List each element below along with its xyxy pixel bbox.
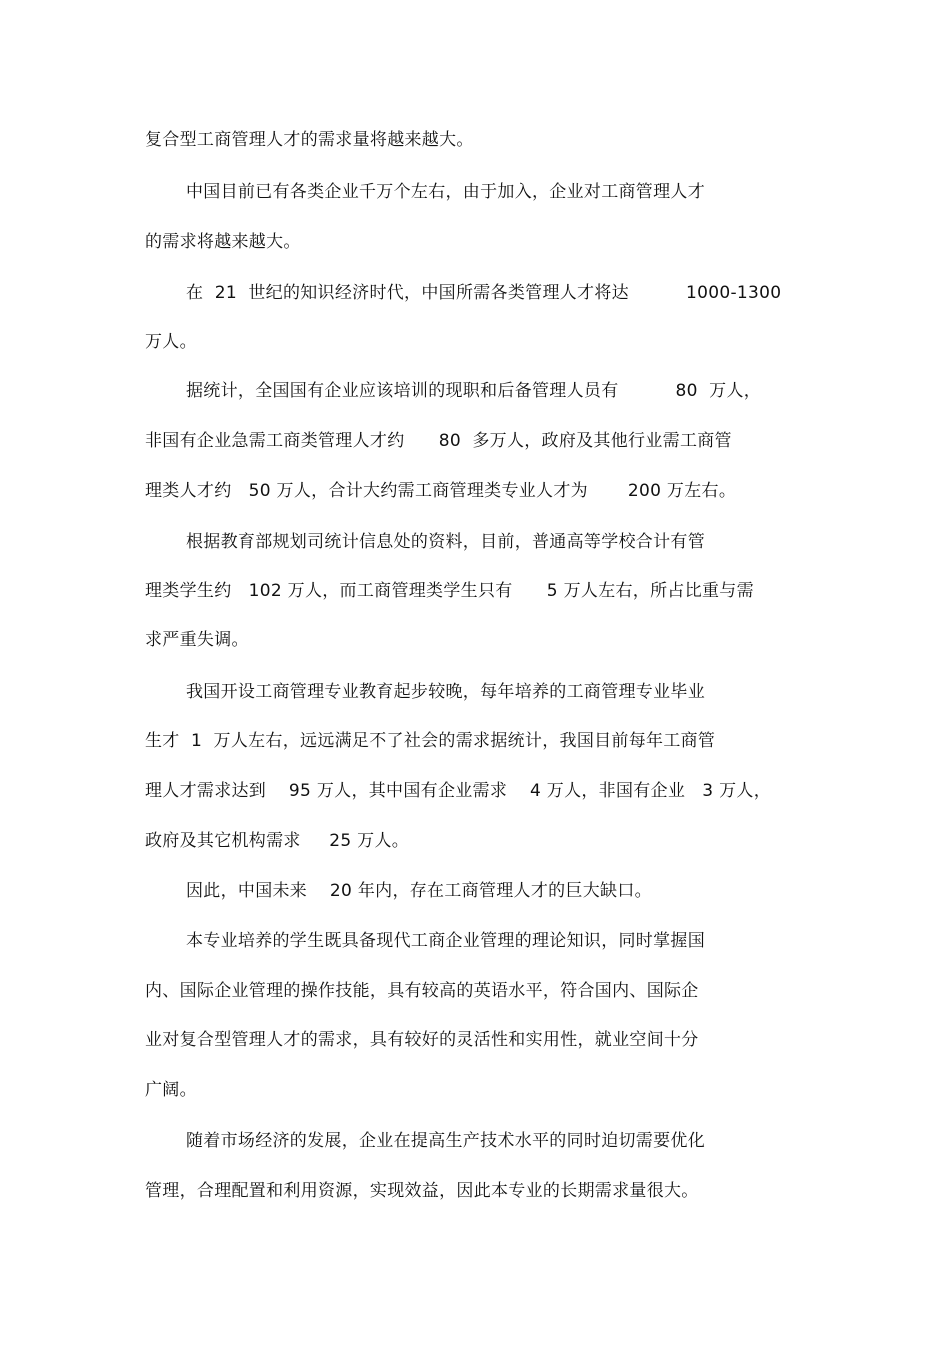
text-line: 万人。 (145, 332, 197, 352)
paragraph-first-line: 据统计，全国国有企业应该培训的现职和后备管理人员有 80 万人， (186, 381, 762, 401)
text-line: 管理，合理配置和利用资源，实现效益，因此本专业的长期需求量很大。 (145, 1181, 699, 1201)
text-line: 生才 1 万人左右，远远满足不了社会的需求据统计，我国目前每年工商管 (145, 731, 716, 751)
text-line: 复合型工商管理人才的需求量将越来越大。 (145, 130, 474, 150)
paragraph-first-line: 因此，中国未来 20 年内，存在工商管理人才的巨大缺口。 (186, 881, 652, 901)
text-line: 内、国际企业管理的操作技能，具有较高的英语水平，符合国内、国际企 (145, 981, 699, 1001)
paragraph-first-line: 中国目前已有各类企业千万个左右，由于加入，企业对工商管理人才 (186, 182, 705, 202)
text-line: 政府及其它机构需求 25 万人。 (145, 831, 410, 851)
text-line: 非国有企业急需工商类管理人才约 80 多万人，政府及其他行业需工商管 (145, 431, 732, 451)
text-line: 理类人才约 50 万人，合计大约需工商管理类专业人才为 200 万左右。 (145, 481, 737, 501)
paragraph-first-line: 在 21 世纪的知识经济时代，中国所需各类管理人才将达 1000-1300 (186, 283, 782, 303)
paragraph-first-line: 随着市场经济的发展，企业在提高生产技术水平的同时迫切需要优化 (186, 1131, 705, 1151)
paragraph-first-line: 我国开设工商管理专业教育起步较晚，每年培养的工商管理专业毕业 (186, 682, 705, 702)
paragraph-first-line: 本专业培养的学生既具备现代工商企业管理的理论知识，同时掌握国 (186, 931, 705, 951)
text-line: 业对复合型管理人才的需求，具有较好的灵活性和实用性，就业空间十分 (145, 1030, 699, 1050)
text-line: 广阔。 (145, 1080, 197, 1100)
text-line: 理类学生约 102 万人，而工商管理类学生只有 5 万人左右，所占比重与需 (145, 581, 754, 601)
paragraph-first-line: 根据教育部规划司统计信息处的资料，目前，普通高等学校合计有管 (186, 532, 705, 552)
text-line: 求严重失调。 (145, 630, 249, 650)
text-line: 理人才需求达到 95 万人，其中国有企业需求 4 万人，非国有企业 3 万人， (145, 781, 772, 801)
text-line: 的需求将越来越大。 (145, 232, 301, 252)
